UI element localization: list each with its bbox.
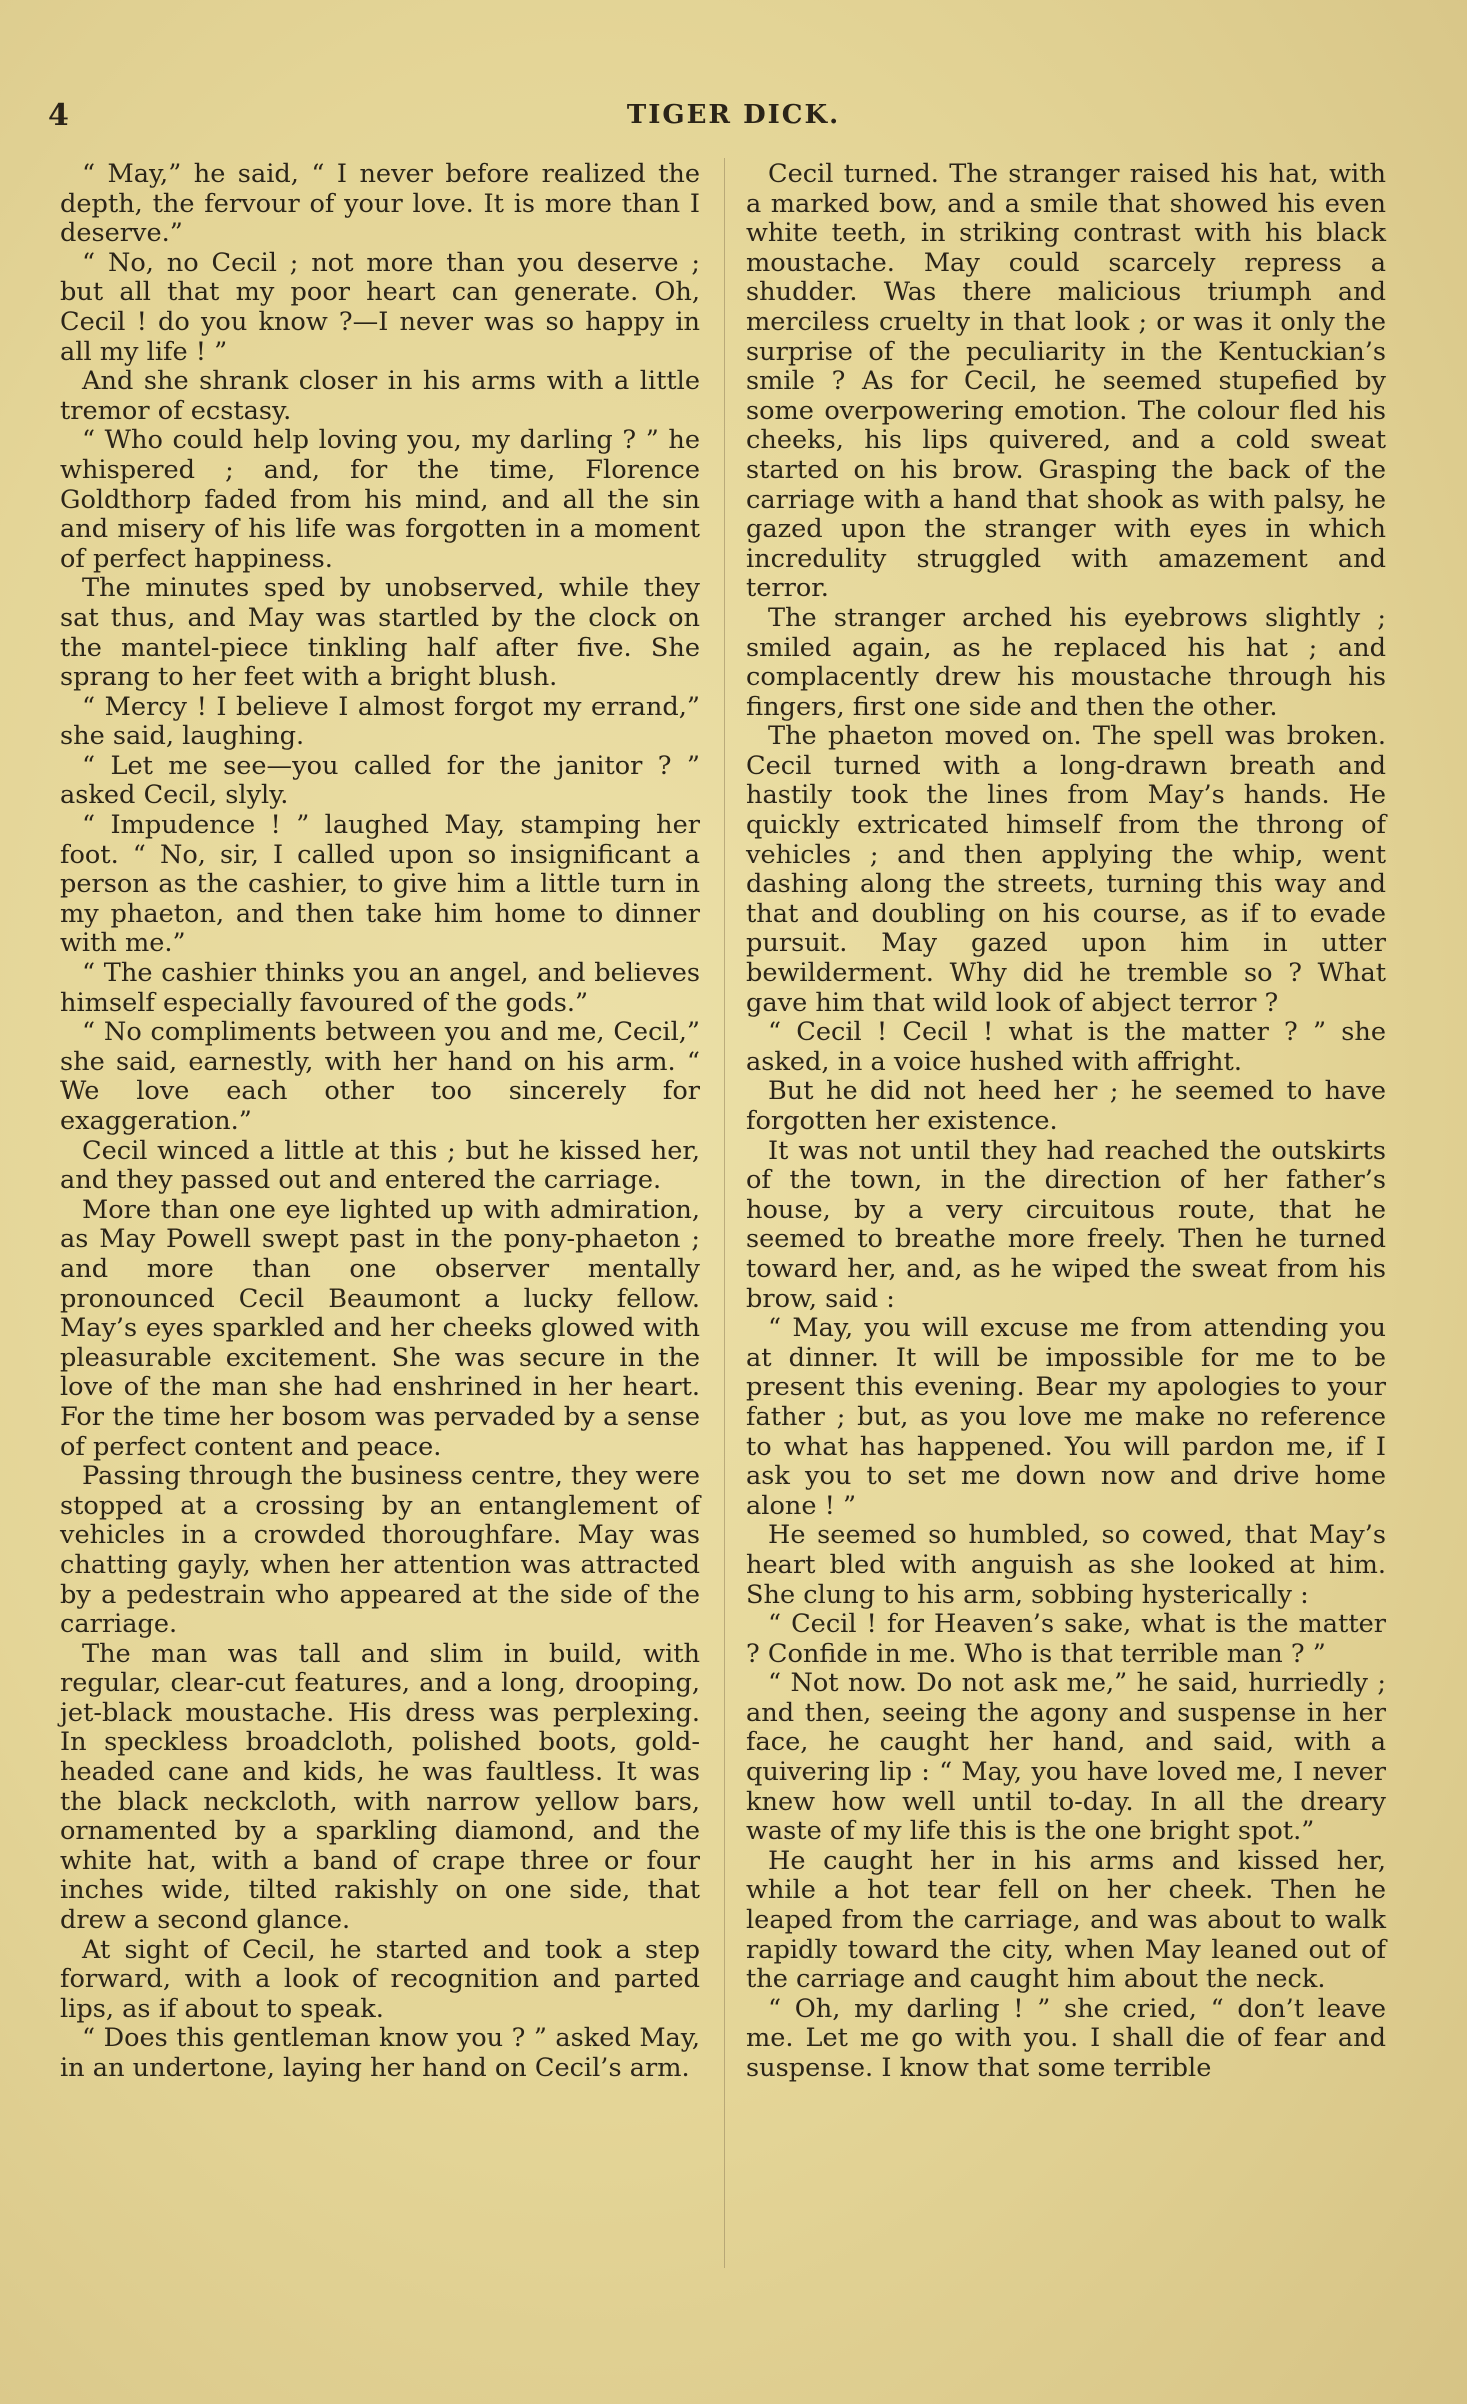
paragraph: “ Oh, my darling ! ” she cried, “ don’t leave me. Let me go with you. I shall die of fear and suspense. I know that some terrible [746, 1993, 1386, 2083]
right-column [746, 160, 1386, 2084]
paragraph: He seemed so humbled, so cowed, that May’s heart bled with anguish as she looked at him. She clung to his arm, sobbing hysterically : [746, 1520, 1386, 1610]
paragraph: But he did not heed her ; he seemed to have forgotten her existence. [746, 1076, 1386, 1136]
paragraph: “ No, no Cecil ; not more than you deserve ; but all that my poor heart can generate. Oh, Cecil ! do you know ?—I never was so happy in all my life ! ” [60, 247, 700, 367]
paragraph: The phaeton moved on. The spell was broken. Cecil turned with a long-drawn breath and hastily took the lines from May’s hands. He quickly extricated himself from the throng of vehicles ; and then applying the whip, went dashing along the streets, turning this way and that and doubling on his course, as if to evade pursuit. May gazed upon him in utter bewilderment. Why did he tremble so ? What gave him that wild look of abject terror ? [746, 721, 1386, 1018]
paragraph: The stranger arched his eyebrows slightly ; smiled again, as he replaced his hat ; and complacently drew his moustache through his fingers, first one side and then the other. [746, 602, 1386, 722]
paragraph: “ Cecil ! Cecil ! what is the matter ? ” she asked, in a voice hushed with affright. [746, 1017, 1386, 1077]
paragraph: “ Mercy ! I believe I almost forgot my errand,” she said, laughing. [60, 691, 700, 752]
paragraph: And she shrank closer in his arms with a little tremor of ecstasy. [60, 366, 700, 426]
paragraph: He caught her in his arms and kissed her, while a hot tear fell on her cheek. Then he leaped from the carriage, and was about to walk rapidly toward the city, when May leaned out of the carriage and caught him about the neck. [746, 1845, 1386, 1995]
page-number: 4 [48, 98, 69, 133]
paragraph: “ Cecil ! for Heaven’s sake, what is the matter ? Confide in me. Who is that terrible man ? ” [746, 1609, 1386, 1669]
column-divider [724, 158, 725, 2268]
paragraph: “ Not now. Do not ask me,” he said, hurriedly ; and then, seeing the agony and suspense in her face, he caught her hand, and said, with a quivering lip : “ May, you have loved me, I never knew how well until to-day. In all the dreary waste of my life this is the one bright spot.” [746, 1668, 1386, 1847]
paragraph: “ Impudence ! ” laughed May, stamping her foot. “ No, sir, I called upon so insignificant a person as the cashier, to give him a little turn in my phaeton, and then take him home to dinner with me.” [60, 810, 700, 959]
paragraph: More than one eye lighted up with admiration, as May Powell swept past in the pony-phaeton ; and more than one observer mentally pronounced Cecil Beaumont a lucky fellow. May’s eyes sparkled and her cheeks glowed with pleasurable excitement. She was secure in the love of the man she had enshrined in her heart. For the time her bosom was pervaded by a sense of perfect content and peace. [60, 1194, 700, 1462]
paragraph: Cecil winced a little at this ; but he kissed her, and they passed out and entered the carriage. [60, 1135, 700, 1196]
paragraph: The minutes sped by unobserved, while they sat thus, and May was startled by the clock on the mantel-piece tinkling half after five. She sprang to her feet with a bright blush. [60, 573, 700, 693]
paragraph: Cecil turned. The stranger raised his hat, with a marked bow, and a smile that showed his even white teeth, in striking contrast with his black moustache. May could scarcely repress a shudder. Was there malicious triumph and merciless cruelty in that look ; or was it only the surprise of the peculiarity in the Kentuckian’s smile ? As for Cecil, he seemed stupefied by some overpowering emotion. The colour fled his cheeks, his lips quivered, and a cold sweat started on his brow. Grasping the back of the carriage with a hand that shook as with palsy, he gazed upon the stranger with eyes in which incredulity struggled with amazement and terror. [746, 159, 1386, 604]
paragraph: “ May,” he said, “ I never before realized the depth, the fervour of your love. It is more than I deserve.” [60, 159, 700, 249]
paragraph: At sight of Cecil, he started and took a step forward, with a look of recognition and parted lips, as if about to speak. [60, 1934, 700, 2024]
paragraph: The man was tall and slim in build, with regular, clear-cut features, and a long, drooping, jet-black moustache. His dress was perplexing. In speckless broadcloth, polished boots, gold-headed cane and kids, he was faultless. It was the black neckcloth, with narrow yellow bars, ornamented by a sparkling diamond, and the white hat, with a band of crape three or four inches wide, tilted rakishly on one side, that drew a second glance. [60, 1638, 700, 1936]
paragraph: “ No compliments between you and me, Cecil,” she said, earnestly, with her hand on his arm. “ We love each other too sincerely for exaggeration.” [60, 1017, 700, 1136]
paragraph: It was not until they had reached the outskirts of the town, in the direction of her father’s house, by a very circuitous route, that he seemed to breathe more freely. Then he turned toward her, and, as he wiped the sweat from his brow, said : [746, 1135, 1386, 1314]
paragraph: “ Let me see—you called for the janitor ? ” asked Cecil, slyly. [60, 750, 700, 811]
paragraph: “ Does this gentleman know you ? ” asked May, in an undertone, laying her hand on Cecil’s arm. [60, 2023, 700, 2083]
running-head-title: TIGER DICK. [626, 100, 841, 130]
paragraph: “ Who could help loving you, my darling ? ” he whispered ; and, for the time, Florence Goldthorp faded from his mind, and all the sin and misery of his life was forgotten in a moment of perfect happiness. [60, 425, 700, 574]
paragraph: “ The cashier thinks you an angel, and believes himself especially favoured of the gods.” [60, 958, 700, 1018]
paragraph: “ May, you will excuse me from attending you at dinner. It will be impossible for me to be present this evening. Bear my apologies to your father ; but, as you love me make no reference to what has happened. You will pardon me, if I ask you to set me down now and drive home alone ! ” [746, 1313, 1386, 1521]
left-column [60, 160, 700, 2084]
paragraph: Passing through the business centre, they were stopped at a crossing by an entanglement of vehicles in a crowded thoroughfare. May was chatting gayly, when her attention was attracted by a pedestrain who appeared at the side of the carriage. [60, 1461, 700, 1640]
